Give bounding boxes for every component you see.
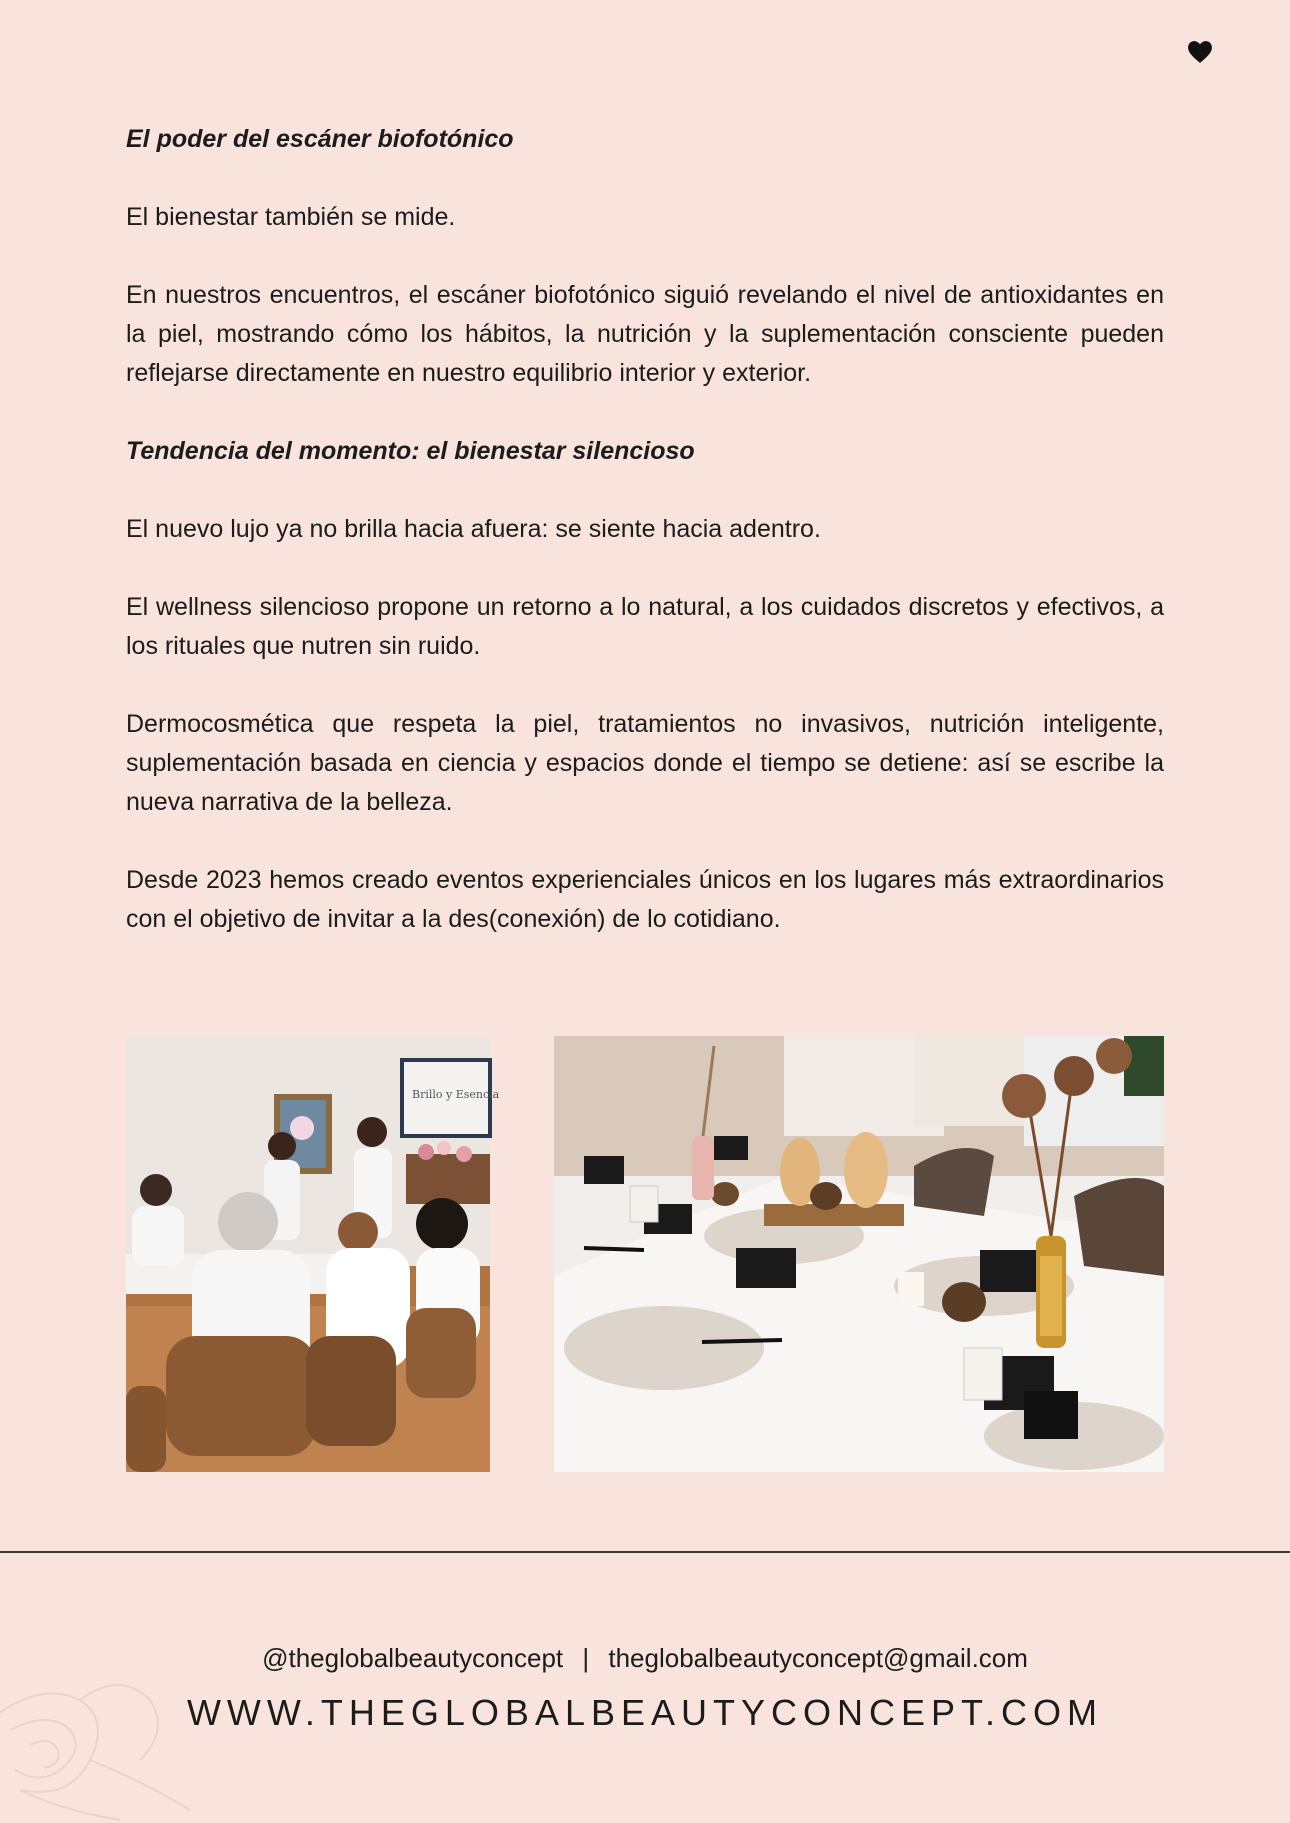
photo-table-setting — [554, 1036, 1164, 1472]
screen-text: Brillo y Esencia — [412, 1088, 500, 1101]
heading-biophotonic-scanner: El poder del escáner biofotónico — [126, 125, 514, 153]
paragraph: El wellness silencioso propone un retorno a lo natural, a los cuidados discretos y efectivos, a los rituales que nutren sin ruido. — [126, 593, 1164, 660]
paragraph: El bienestar también se mide. — [126, 203, 456, 231]
paragraph: Dermocosmética que respeta la piel, tratamientos no invasivos, nutrición inteligente, suplementación basada en ciencia y espacios donde el tiempo se detiene: así se escribe la nueva narrativa de la belleza. — [126, 710, 1164, 816]
contact-separator: | — [582, 1643, 590, 1673]
paragraph: El nuevo lujo ya no brilla hacia afuera: se siente hacia adentro. — [126, 515, 821, 543]
heading-silent-wellness: Tendencia del momento: el bienestar silencioso — [126, 437, 695, 465]
photo-workshop — [126, 1036, 500, 1472]
contact-line — [0, 1643, 1290, 1674]
website-link[interactable]: WWW.THEGLOBALBEAUTYCONCEPT.COM — [186, 1692, 1104, 1733]
photo-gallery — [126, 1036, 1164, 1472]
flower-outline-icon — [0, 1660, 200, 1823]
email-link[interactable]: theglobalbeautyconcept@gmail.com — [608, 1643, 1028, 1673]
heart-icon — [1187, 40, 1213, 64]
instagram-handle[interactable]: @theglobalbeautyconcept — [262, 1643, 564, 1673]
paragraph: En nuestros encuentros, el escáner biofotónico siguió revelando el nivel de antioxidantes en la piel, mostrando cómo los hábitos, la nutrición y la suplementación consciente pueden reflejarse directamente en nuestro equilibrio interior y exterior. — [126, 281, 1164, 387]
paragraph: Desde 2023 hemos creado eventos experienciales únicos en los lugares más extraordinarios con el objetivo de invitar a la des(conexión) de lo cotidiano. — [126, 866, 1164, 933]
footer-divider — [0, 1551, 1290, 1553]
article-body — [126, 120, 1164, 978]
